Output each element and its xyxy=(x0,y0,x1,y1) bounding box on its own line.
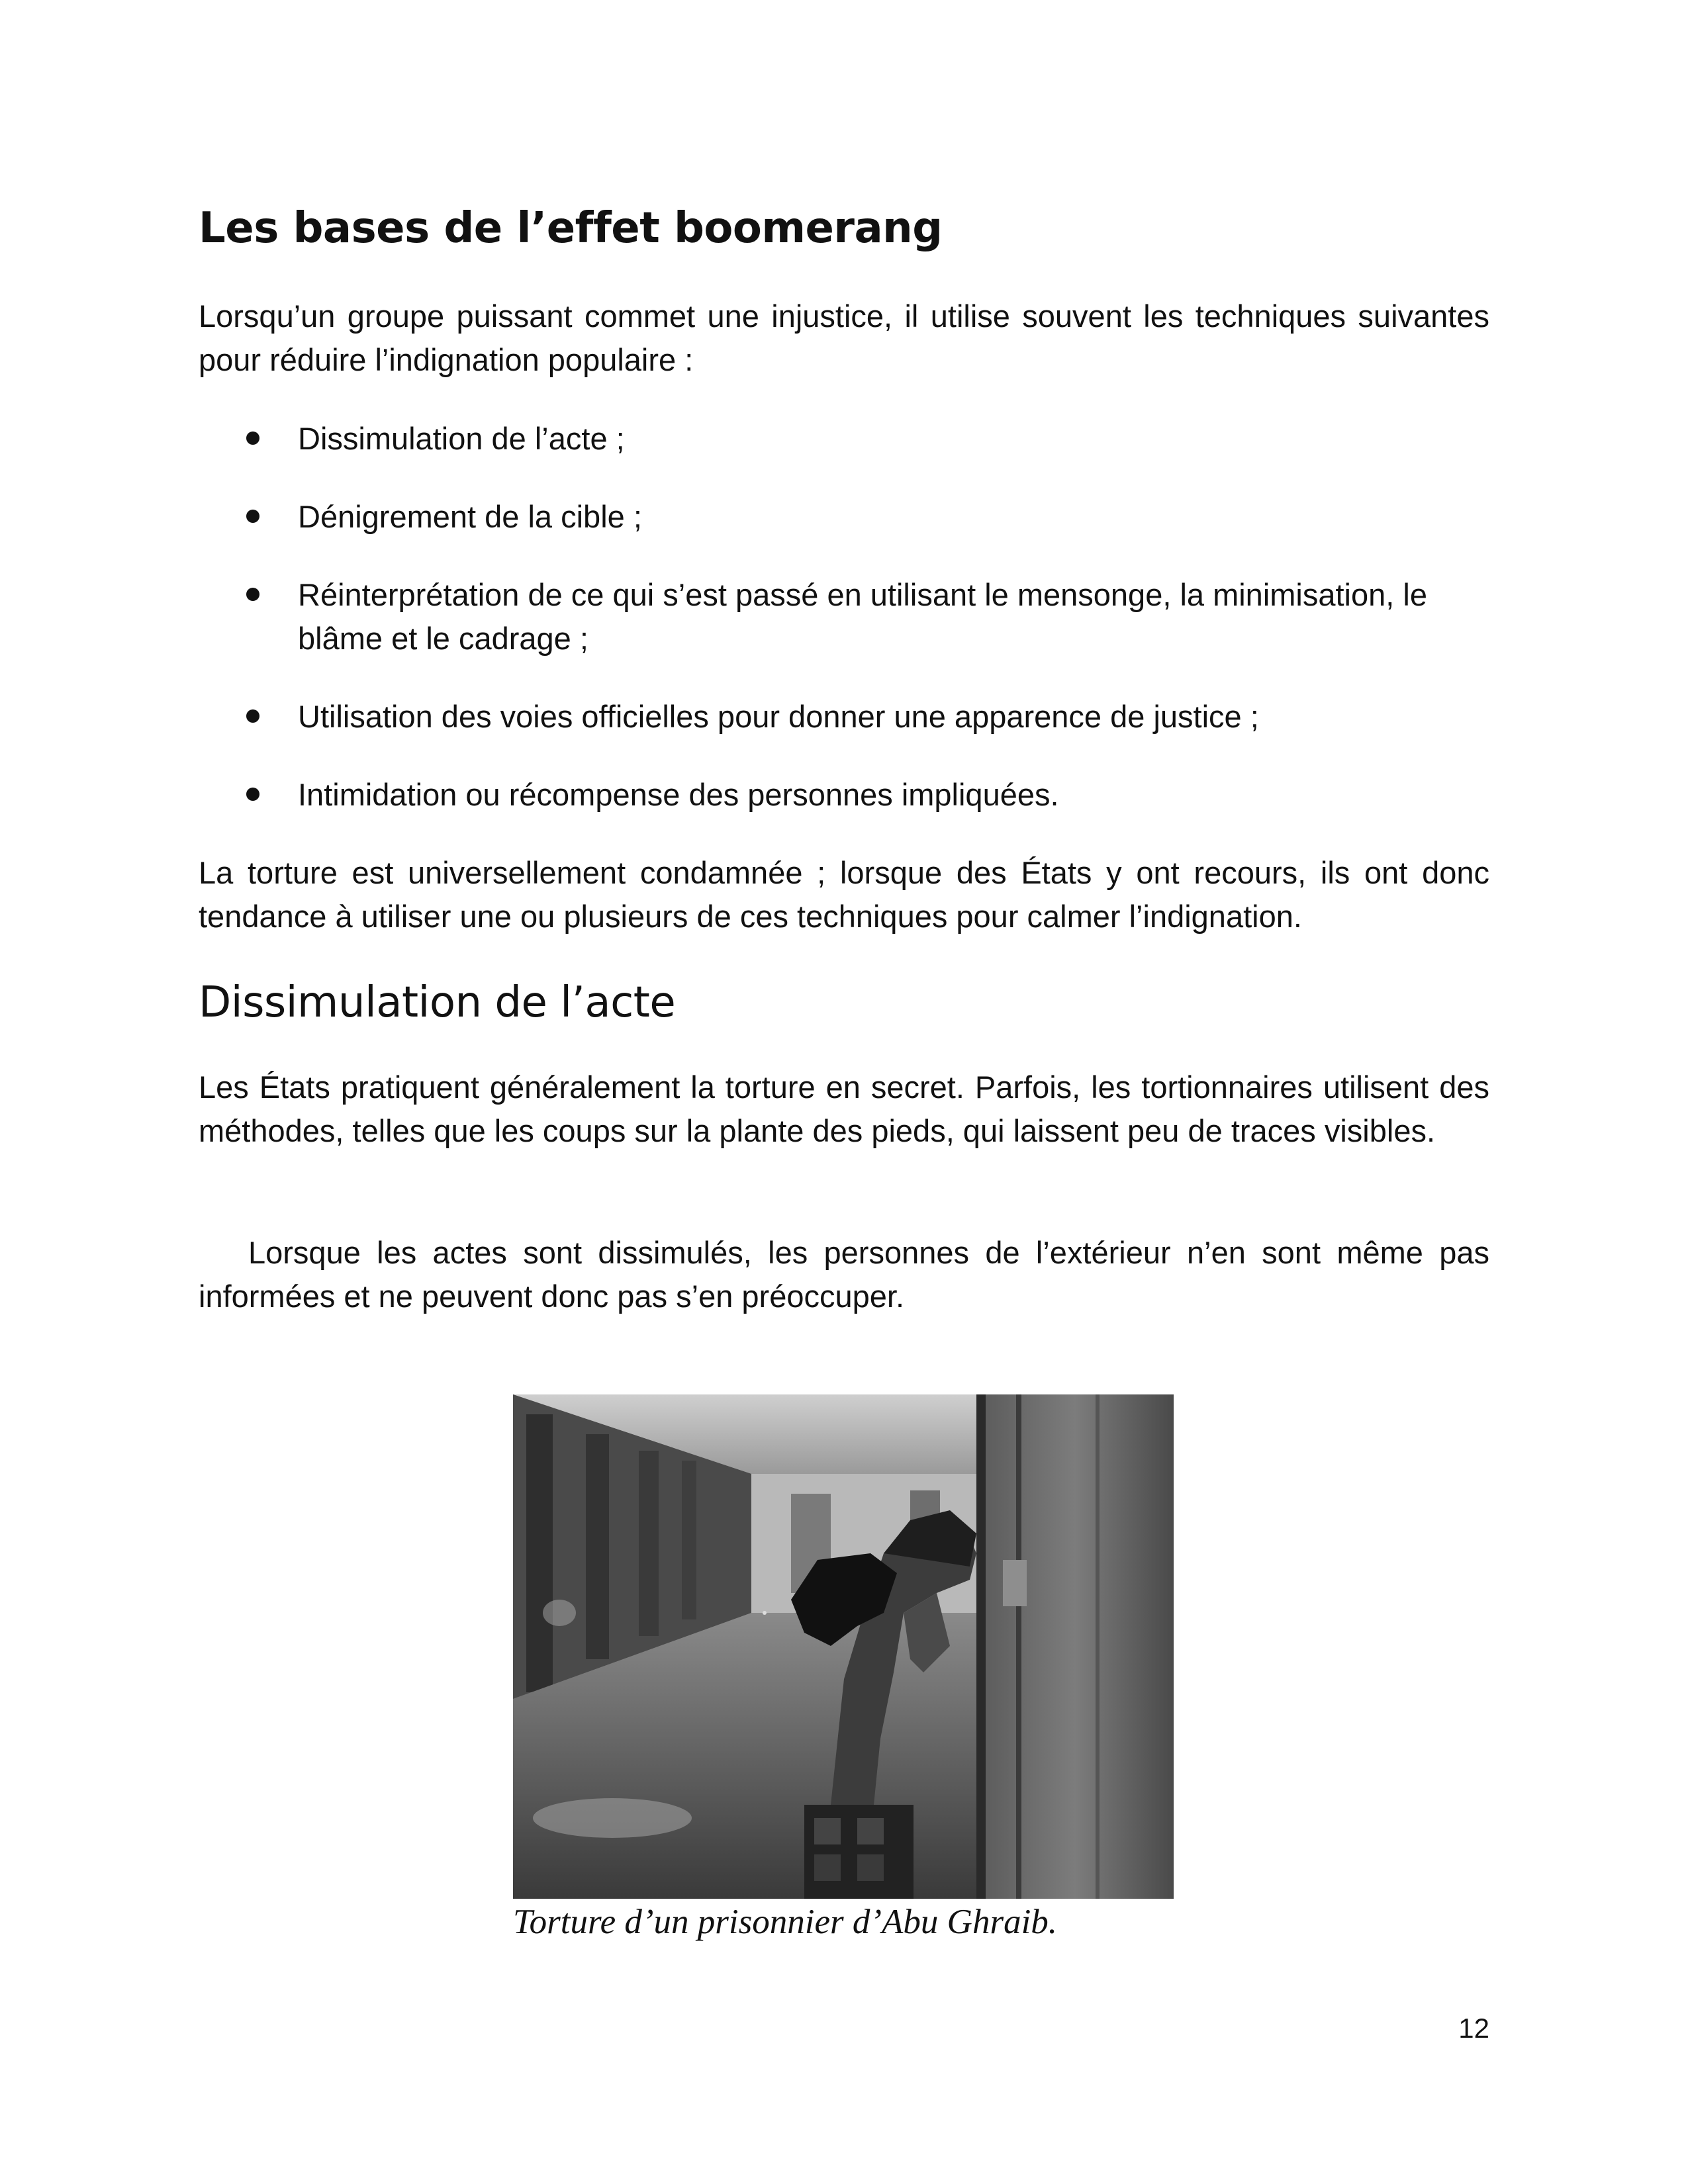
conclusion-paragraph xyxy=(199,851,1489,938)
conclusion-text: La torture est universellement condamnée ; lorsque des États y ont recours, ils ont donc tendance à utiliser une ou plusieurs de ces techniques pour calmer l’indignation. xyxy=(199,855,1489,934)
bullet-text: Dissimulation de l’acte ; xyxy=(298,421,625,456)
bullet-text: Intimidation ou récompense des personnes impliquées. xyxy=(298,777,1059,812)
page-number: 12 xyxy=(1458,2013,1489,2044)
bullet-text: Réinterprétation de ce qui s’est passé en utilisant le mensonge, la minimisation, le blâme et le cadrage ; xyxy=(298,577,1427,656)
bullet-icon xyxy=(246,788,259,801)
dissimulation-paragraph-2 xyxy=(199,1231,1489,1318)
bullet-icon xyxy=(246,588,259,601)
paragraph-text: Les États pratiquent généralement la torture en secret. Parfois, les tortionnaires utilisent des méthodes, telles que les coups sur la plante des pieds, qui laissent peu de traces visibles. xyxy=(199,1069,1489,1148)
figure-caption: Torture d’un prisonnier d’Abu Ghraib. xyxy=(513,1903,1058,1941)
bullet-text: Dénigrement de la cible ; xyxy=(298,499,642,534)
bullet-text: Utilisation des voies officielles pour donner une apparence de justice ; xyxy=(298,699,1259,734)
bullet-icon xyxy=(246,510,259,523)
bullet-icon xyxy=(246,709,259,723)
intro-text: Lorsqu’un groupe puissant commet une injustice, il utilise souvent les techniques suivantes pour réduire l’indignation populaire : xyxy=(199,298,1489,377)
heading-text: Dissimulation de l’acte xyxy=(199,978,676,1027)
section-heading-dissimulation xyxy=(199,976,1489,1029)
photo-illustration xyxy=(513,1394,1174,1899)
prison-corridor-photo xyxy=(513,1394,1174,1899)
heading-text: Les bases de l’effet boomerang xyxy=(199,204,943,253)
bullet-icon xyxy=(246,432,259,445)
intro-paragraph xyxy=(199,295,1489,382)
section-heading-boomerang xyxy=(199,202,1489,255)
paragraph-text: Lorsque les actes sont dissimulés, les personnes de l’extérieur n’en sont même pas informées et ne peuvent donc pas s’en préoccuper. xyxy=(199,1235,1489,1314)
dissimulation-paragraph-1 xyxy=(199,1066,1489,1153)
